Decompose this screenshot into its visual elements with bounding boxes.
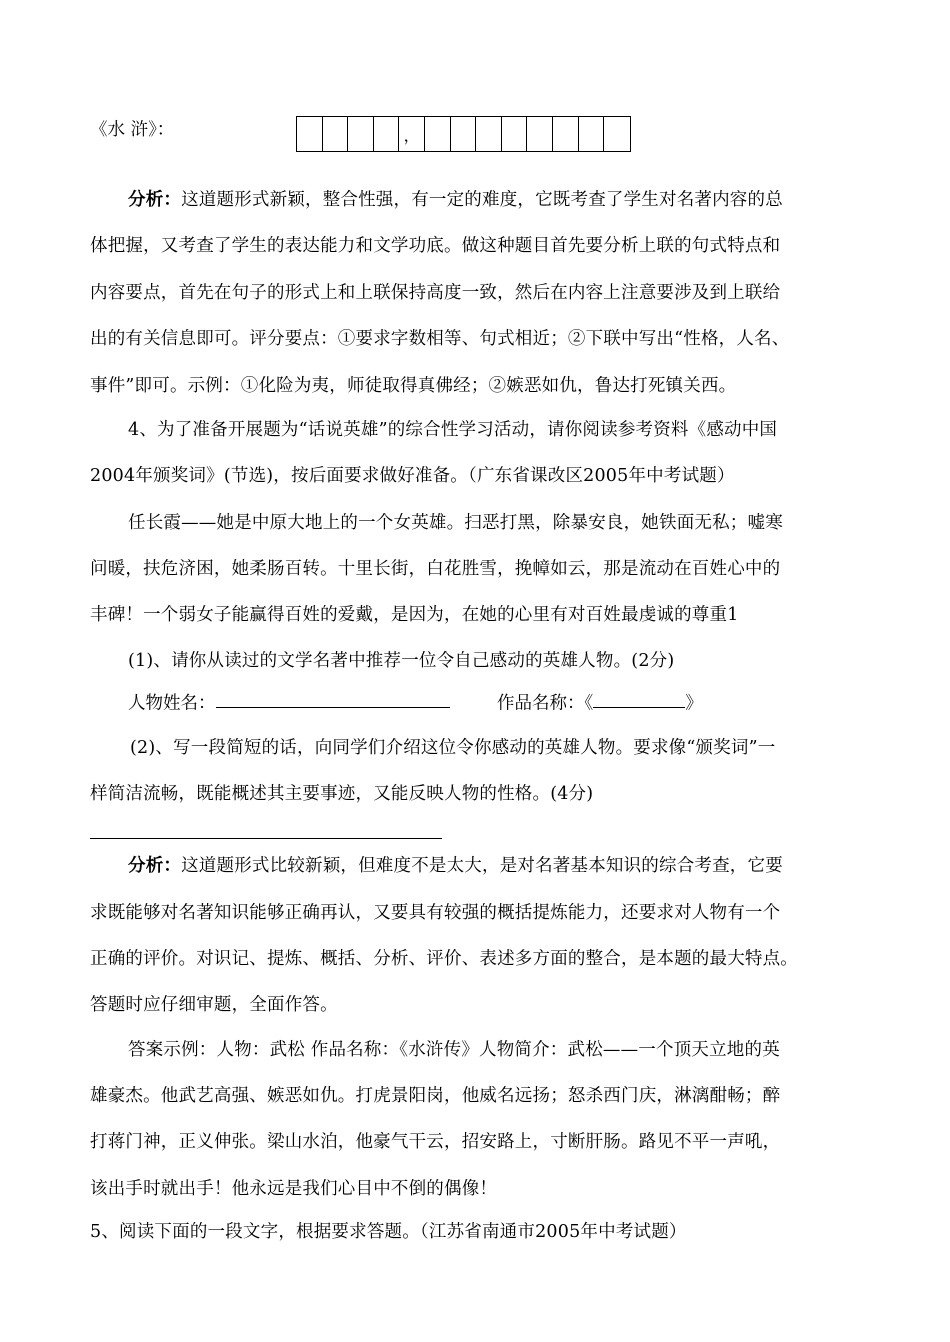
q4-line-2: 2004年颁奖词》(节选)，按后面要求做好准备。（广东省课改区2005年中考试题） (90, 466, 735, 486)
water-margin-label: 《水 浒》： (90, 120, 175, 140)
grid-cell[interactable] (297, 117, 323, 151)
q5-line: 5、阅读下面的一段文字，根据要求答题。（江苏省南通市2005年中考试题） (90, 1222, 687, 1242)
answer-line-1: 答案示例：人物：武松 作品名称：《水浒传》人物简介：武松——一个顶天立地的英 (128, 1040, 780, 1060)
work-close: 》 (685, 693, 703, 714)
grid-cell[interactable] (425, 117, 451, 151)
grid-cell[interactable] (604, 117, 630, 151)
q4-sub2-line-1: (2)、写一段简短的话，向同学们介绍这位令你感动的英雄人物。要求像“颁奖词”一 (130, 738, 776, 758)
analysis1-line-4: 出的有关信息即可。评分要点：①要求字数相等、句式相近；②下联中写出“性格，人名、 (90, 329, 790, 349)
grid-cell[interactable] (579, 117, 605, 151)
analysis1-line-3: 内容要点，首先在句子的形式上和上联保持高度一致，然后在内容上注意要涉及到上联给 (90, 283, 781, 303)
work-label: 作品名称：《 (497, 693, 594, 714)
q4-sub2-line-2: 样简洁流畅，既能概述其主要事迹，又能反映人物的性格。(4分) (90, 784, 594, 804)
grid-cell[interactable] (553, 117, 579, 151)
analysis1-line-2: 体把握，又考查了学生的表达能力和文学功底。做这种题目首先要分析上联的句式特点和 (90, 236, 781, 256)
analysis1-label: 分析： (128, 190, 182, 210)
grid-cell[interactable] (476, 117, 502, 151)
answer-line-3: 打蒋门神，正义伸张。梁山水泊，他豪气干云，招安路上，寸断肝肠。路见不平一声吼， (90, 1132, 781, 1152)
grid-cell[interactable] (323, 117, 349, 151)
work-blank[interactable] (593, 689, 685, 708)
analysis2-label: 分析： (128, 856, 182, 876)
name-blank[interactable] (216, 689, 450, 708)
passage-line-1: 任长霞——她是中原大地上的一个女英雄。扫恶打黑，除暴安良，她铁面无私；嘘寒 (128, 513, 783, 533)
analysis2-line-3: 正确的评价。对识记、提炼、概括、分析、评价、表述多方面的整合，是本题的最大特点。 (90, 949, 798, 969)
name-field-row (128, 689, 450, 714)
name-label: 人物姓名： (128, 693, 216, 714)
grid-cell[interactable]: ， (399, 117, 425, 151)
passage-line-2: 问暖，扶危济困，她柔肠百转。十里长街，白花胜雪，挽幛如云，那是流动在百姓心中的 (90, 559, 781, 579)
answer-line-4: 该出手时就出手！他永远是我们心目中不倒的偶像！ (90, 1179, 498, 1199)
answer-line-2: 雄豪杰。他武艺高强、嫉恶如仇。打虎景阳岗，他威名远扬；怒杀西门庆，淋漓酣畅；醉 (90, 1086, 781, 1106)
analysis2-line-4: 答题时应仔细审题，全面作答。 (90, 995, 338, 1015)
q4-sub1: (1)、请你从读过的文学名著中推荐一位令自己感动的英雄人物。(2分) (128, 651, 675, 671)
answer-rule[interactable] (90, 838, 442, 839)
answer-grid (296, 116, 631, 152)
work-field-row (497, 689, 703, 714)
passage-line-3: 丰碑！一个弱女子能赢得百姓的爱戴，是因为，在她的心里有对百姓最虔诚的尊重1 (90, 605, 739, 625)
analysis1-line-5: 事件”即可。示例：①化险为夷，师徒取得真佛经；②嫉恶如仇，鲁达打死镇关西。 (90, 376, 737, 396)
grid-cell[interactable] (527, 117, 553, 151)
grid-cell[interactable] (348, 117, 374, 151)
grid-cell[interactable] (374, 117, 400, 151)
q4-line-1: 4、为了准备开展题为“话说英雄”的综合性学习活动，请你阅读参考资料《感动中国 (128, 420, 778, 440)
analysis2-line-1: 分析：这道题形式比较新颖，但难度不是太大，是对名著基本知识的综合考查，它要 (128, 856, 783, 876)
grid-cell[interactable] (451, 117, 477, 151)
analysis1-line-1: 分析：这道题形式新颖，整合性强，有一定的难度，它既考查了学生对名著内容的总 (128, 190, 783, 210)
grid-cell[interactable] (502, 117, 528, 151)
analysis2-line-2: 求既能够对名著知识能够正确再认，又要具有较强的概括提炼能力，还要求对人物有一个 (90, 903, 781, 923)
